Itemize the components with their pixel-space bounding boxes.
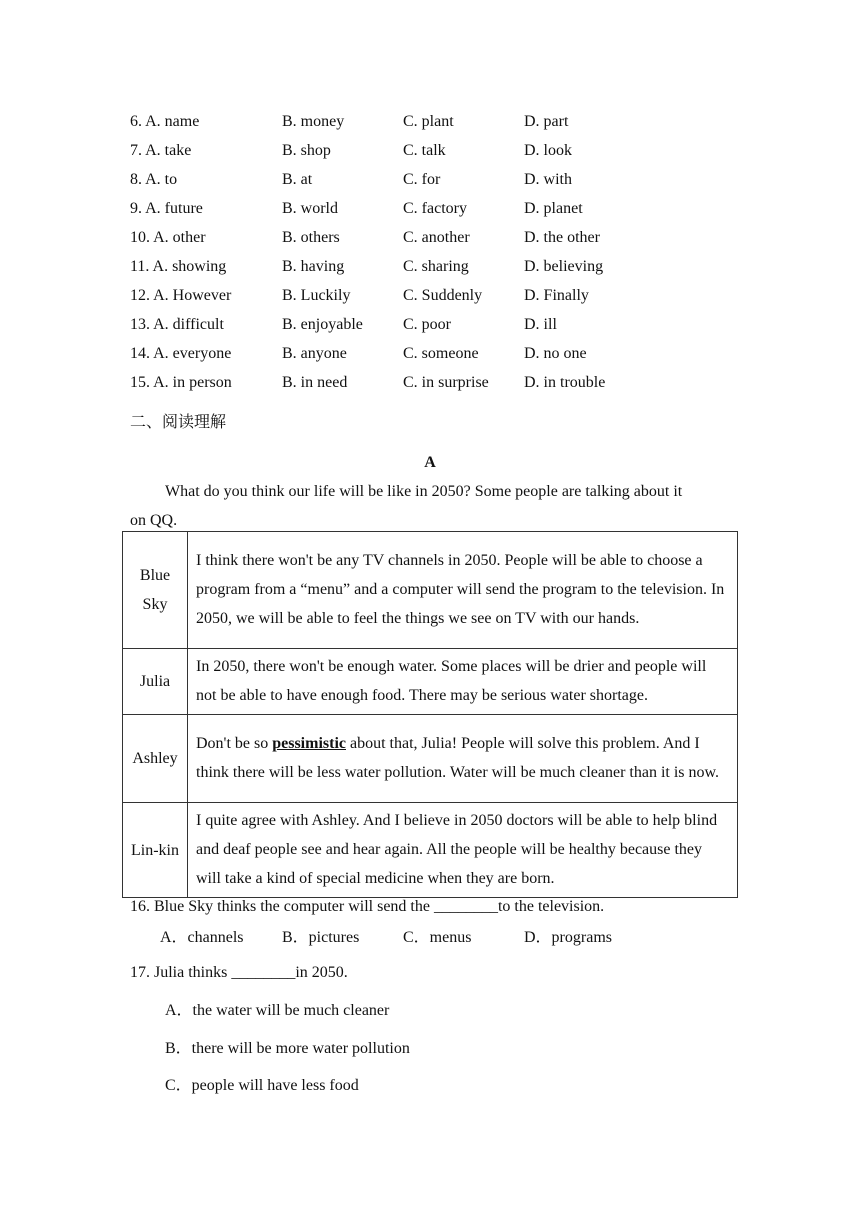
- choice-row-12-b: B. Luckily: [282, 287, 351, 304]
- speaker-name: Julia: [123, 649, 188, 715]
- choice-row-6-a: 6. A. name: [130, 113, 200, 130]
- speaker-name: [123, 532, 188, 649]
- highlighted-word: pessimistic: [272, 735, 346, 752]
- choice-row-11-d: D. believing: [524, 258, 604, 275]
- chat-row: [123, 649, 738, 715]
- choice-row-7-a: 7. A. take: [130, 142, 192, 159]
- choice-row-13-b: B. enjoyable: [282, 316, 363, 333]
- question-17-option-c[interactable]: C．people will have less food: [165, 1077, 359, 1094]
- choice-row-9-a: 9. A. future: [130, 200, 203, 217]
- passage-intro-line-1: What do you think our life will be like in 2050? Some people are talking about it: [165, 483, 683, 500]
- question-16-option-c[interactable]: C．menus: [403, 929, 472, 946]
- choice-row-13-d: D. ill: [524, 316, 557, 333]
- question-17-option-b[interactable]: B．there will be more water pollution: [165, 1040, 410, 1057]
- choice-row-7-c: C. talk: [403, 142, 446, 159]
- chat-table: [122, 531, 738, 898]
- question-16-option-a[interactable]: A．channels: [160, 929, 244, 946]
- question-17-option-a[interactable]: A．the water will be much cleaner: [165, 1002, 390, 1019]
- choice-row-12-c: C. Suddenly: [403, 287, 483, 304]
- choice-row-10-d: D. the other: [524, 229, 600, 246]
- speaker-name: Ashley: [123, 715, 188, 803]
- choice-row-14-c: C. someone: [403, 345, 479, 362]
- choice-row-7-b: B. shop: [282, 142, 331, 159]
- chat-row: [123, 715, 738, 803]
- passage-intro-line-2: on QQ.: [130, 512, 178, 529]
- choice-row-15-c: C. in surprise: [403, 374, 489, 391]
- question-16-stem: 16. Blue Sky thinks the computer will send the ________to the television.: [130, 898, 605, 915]
- speaker-message: I think there won't be any TV channels in 2050. People will be able to choose a program from a “menu” and a computer will send the program to the television. In 2050, we will be able to feel the things we see on TV with our hands.: [188, 532, 738, 649]
- choice-row-15-a: 15. A. in person: [130, 374, 232, 391]
- choice-row-8-a: 8. A. to: [130, 171, 178, 188]
- speaker-name-line: Sky: [142, 596, 168, 613]
- choice-row-11-c: C. sharing: [403, 258, 469, 275]
- choice-row-11-b: B. having: [282, 258, 345, 275]
- choice-row-15-d: D. in trouble: [524, 374, 606, 391]
- speaker-name: Lin-kin: [123, 803, 188, 898]
- choice-row-12-a: 12. A. However: [130, 287, 232, 304]
- chat-row: [123, 803, 738, 898]
- choice-row-8-b: B. at: [282, 171, 313, 188]
- choice-row-7-d: D. look: [524, 142, 572, 159]
- choice-row-6-d: D. part: [524, 113, 569, 130]
- choice-row-8-c: C. for: [403, 171, 441, 188]
- passage-label: A: [424, 454, 436, 471]
- choice-row-11-a: 11. A. showing: [130, 258, 227, 275]
- message-text: about that, Julia! People will solve this problem. And I think there will be less water pollution. Water will be much cleaner than it is now.: [196, 735, 720, 781]
- choice-row-14-d: D. no one: [524, 345, 587, 362]
- choice-row-14-b: B. anyone: [282, 345, 347, 362]
- speaker-name-line: Blue: [139, 567, 171, 584]
- choice-row-13-a: 13. A. difficult: [130, 316, 224, 333]
- speaker-message: [188, 715, 738, 803]
- choice-row-15-b: B. in need: [282, 374, 348, 391]
- question-16-option-d[interactable]: D．programs: [524, 929, 612, 946]
- choice-row-6-b: B. money: [282, 113, 345, 130]
- choice-row-9-d: D. planet: [524, 200, 583, 217]
- choice-row-10-a: 10. A. other: [130, 229, 206, 246]
- choice-row-14-a: 14. A. everyone: [130, 345, 232, 362]
- question-17-stem: 17. Julia thinks ________in 2050.: [130, 964, 348, 981]
- question-16-option-b[interactable]: B．pictures: [282, 929, 360, 946]
- speaker-message: I quite agree with Ashley. And I believe in 2050 doctors will be able to help blind and deaf people see and hear again. All the people will be healthy because they will take a kind of special medicine when they are born.: [188, 803, 738, 898]
- choice-row-10-b: B. others: [282, 229, 340, 246]
- choice-row-6-c: C. plant: [403, 113, 454, 130]
- choice-row-13-c: C. poor: [403, 316, 451, 333]
- choice-row-9-b: B. world: [282, 200, 338, 217]
- choice-row-12-d: D. Finally: [524, 287, 589, 304]
- choice-row-8-d: D. with: [524, 171, 572, 188]
- choice-row-9-c: C. factory: [403, 200, 467, 217]
- chat-row: [123, 532, 738, 649]
- choice-row-10-c: C. another: [403, 229, 470, 246]
- speaker-message: In 2050, there won't be enough water. Some places will be drier and people will not be able to have enough food. There may be serious water shortage.: [188, 649, 738, 715]
- section-heading: 二、阅读理解: [130, 412, 227, 431]
- message-text: Don't be so: [196, 735, 273, 752]
